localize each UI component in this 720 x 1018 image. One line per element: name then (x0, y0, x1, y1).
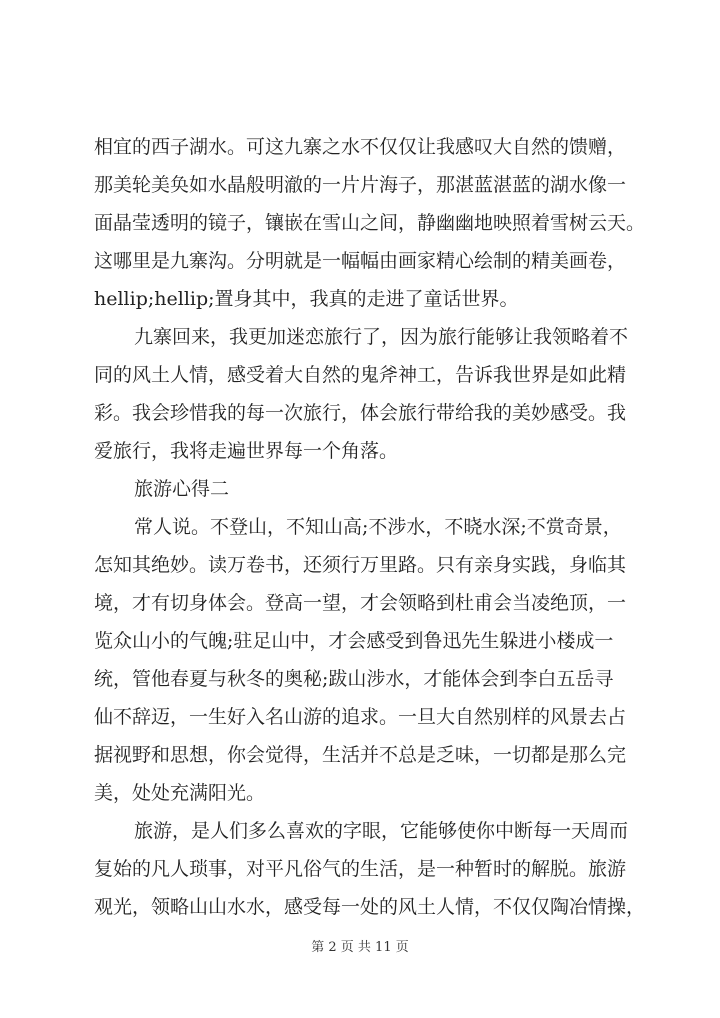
paragraph-start-line: 旅游，是人们多么喜欢的字眼，它能够使你中断每一天周而 (134, 820, 629, 842)
text-line: 境，才有切身体会。登高一望，才会领略到杜甫会当凌绝顶，一 (94, 592, 627, 614)
text-line: 据视野和思想，你会觉得，生活并不总是乏味，一切都是那么完 (94, 744, 627, 766)
page-number-footer: 第 2 页 共 11 页 (311, 940, 409, 955)
text-line: 仙不辞迈，一生好入名山游的追求。一旦大自然别样的风景去占 (94, 706, 627, 728)
section-heading: 旅游心得二 (134, 478, 230, 500)
paragraph-start-line: 常人说。不登山，不知山高;不涉水，不晓水深;不赏奇景， (134, 516, 622, 538)
text-line: 面晶莹透明的镜子，镶嵌在雪山之间，静幽幽地映照着雪树云天。 (94, 212, 646, 234)
text-line: 统，管他春夏与秋冬的奥秘;跋山涉水，才能体会到李白五岳寻 (94, 668, 614, 690)
text-line: 怎知其绝妙。读万卷书，还须行万里路。只有亲身实践，身临其 (94, 554, 627, 576)
text-line: 这哪里是九寨沟。分明就是一幅幅由画家精心绘制的精美画卷， (94, 250, 627, 272)
text-line: 同的风土人情，感受着大自然的鬼斧神工，告诉我世界是如此精 (94, 364, 627, 386)
text-line: 览众山小的气魄;驻足山中，才会感受到鲁迅先生躲进小楼成一 (94, 630, 614, 652)
text-line: 彩。我会珍惜我的每一次旅行，体会旅行带给我的美妙感受。我 (94, 402, 627, 424)
text-line: 复始的凡人琐事，对平凡俗气的生活，是一种暂时的解脱。旅游 (94, 858, 627, 880)
text-line: 美，处处充满阳光。 (94, 782, 266, 804)
text-line: 相宜的西子湖水。可这九寨之水不仅仅让我感叹大自然的馈赠， (94, 136, 627, 158)
text-line: 爱旅行，我将走遍世界每一个角落。 (94, 440, 399, 462)
text-line: 观光，领略山山水水，感受每一处的风土人情，不仅仅陶冶情操， (94, 896, 646, 918)
paragraph-start-line: 九寨回来，我更加迷恋旅行了，因为旅行能够让我领略着不 (134, 326, 629, 348)
document-body (94, 128, 644, 926)
text-line: 那美轮美奂如水晶般明澈的一片片海子，那湛蓝湛蓝的湖水像一 (94, 174, 627, 196)
text-line: hellip;hellip;置身其中，我真的走进了童话世界。 (94, 288, 519, 310)
